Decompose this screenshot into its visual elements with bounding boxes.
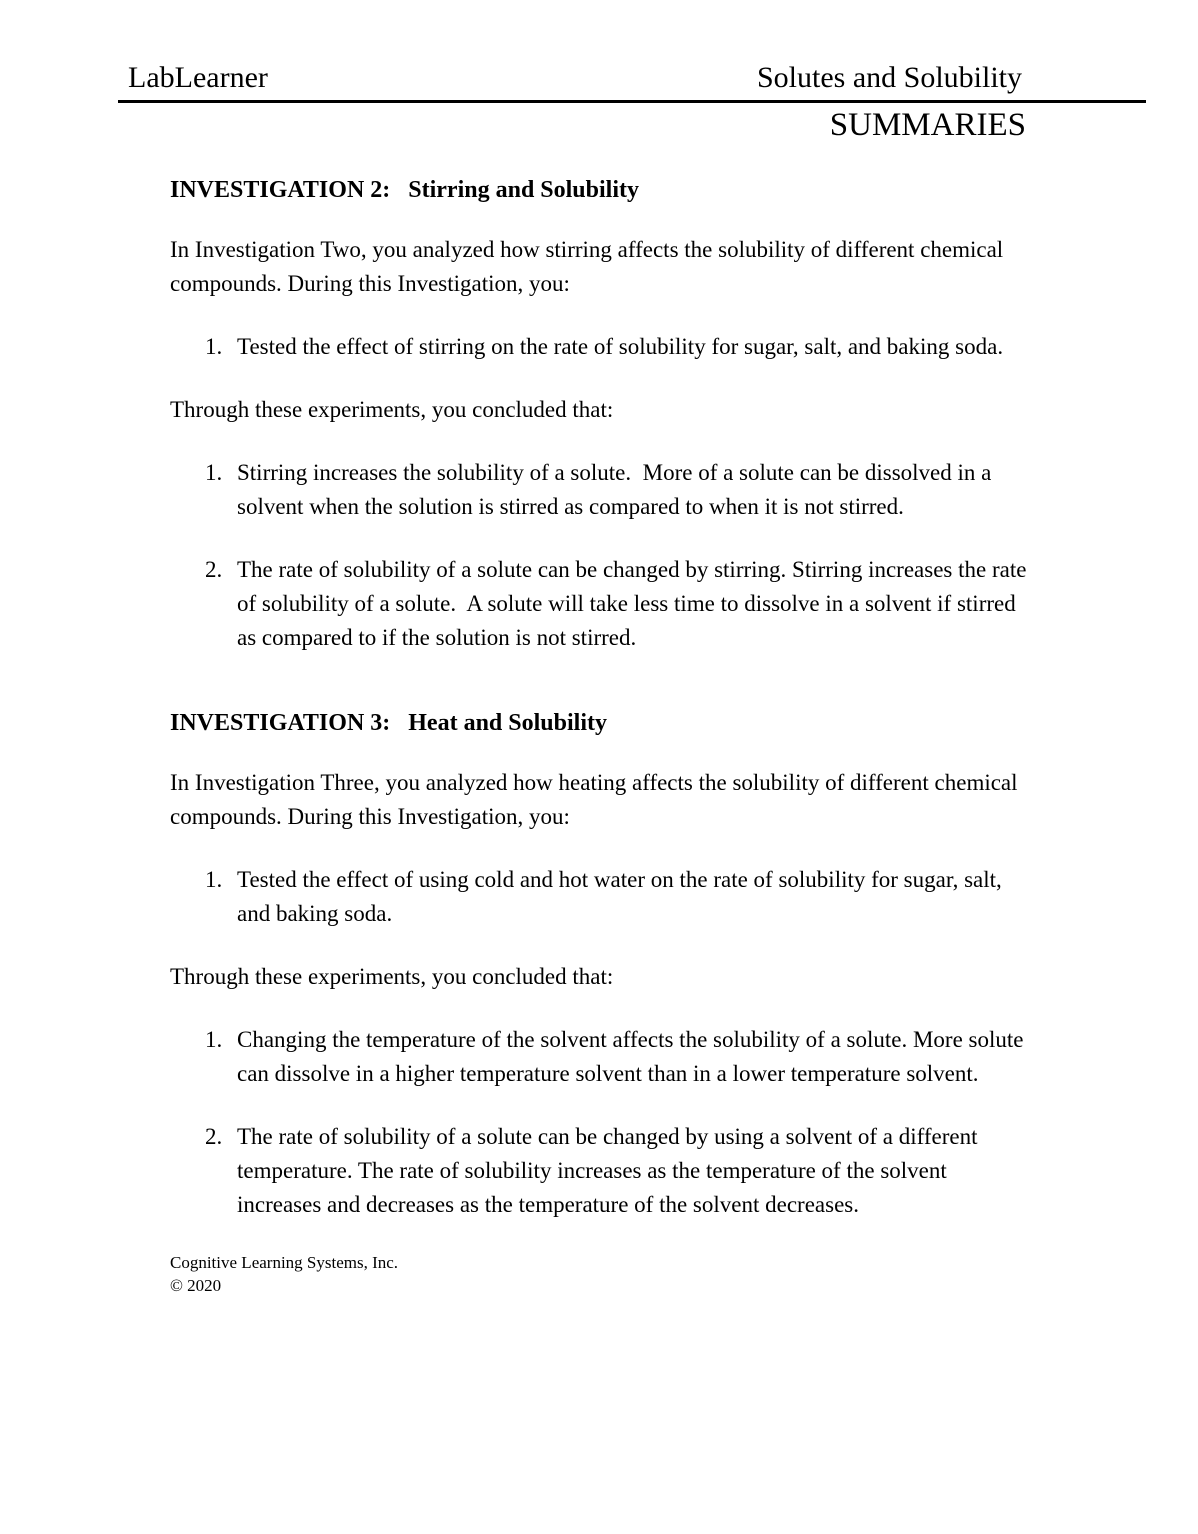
page-header [0,60,1198,145]
section-heading [170,706,1033,740]
page-subtitle: SUMMARIES [829,107,1026,143]
header-row [128,60,1022,96]
list-item-number: 2. [205,1124,223,1149]
list-item-text: The rate of solubility of a solute can be changed by using a solvent of a different temperature. The rate of solubility increases as the temperature of the solvent increases and decreases as the temperature of the solvent decreases. [237,1124,984,1217]
section-heading [170,173,1033,207]
conclusions-list [205,1023,1033,1222]
conclusions-list [205,456,1033,655]
section-heading-label: INVESTIGATION 2: [170,177,391,203]
list-item-number: 1. [205,867,223,892]
section-intro: In Investigation Two, you analyzed how stirring affects the solubility of different chemical compounds. During this Investigation, you: [170,237,1009,296]
section-heading-title: Stirring and Solubility [408,177,639,203]
list-item-text: Tested the effect of stirring on the rate of solubility for sugar, salt, and baking soda. [237,334,1004,359]
list-item-text: The rate of solubility of a solute can be changed by stirring. Stirring increases the rate of solubility of a solute. A solute will take less time to dissolve in a solvent if stirred as compared to if the solution is not stirred. [237,557,1033,650]
activities-list [205,330,1033,364]
page-footer [170,1251,1198,1297]
list-item-number: 2. [205,557,223,582]
list-item-text: Tested the effect of using cold and hot water on the rate of solubility for sugar, salt, and baking soda. [237,867,1008,926]
conclusion-intro: Through these experiments, you concluded that: [170,964,614,989]
list-item [205,553,1033,655]
list-item-text: Changing the temperature of the solvent affects the solubility of a solute. More solute can dissolve in a higher temperature solvent than in a lower temperature solvent. [237,1027,1030,1086]
list-item-text: Stirring increases the solubility of a solute. More of a solute can be dissolved in a solvent when the solution is stirred as compared to when it is not stirred. [237,460,998,519]
conclusion-intro: Through these experiments, you concluded that: [170,397,614,422]
brand-name: LabLearner [128,61,268,94]
footer-copyright: © 2020 [170,1276,222,1295]
document-body [170,173,1033,1222]
section-heading-label: INVESTIGATION 3: [170,710,391,736]
section-investigation-2 [170,173,1033,655]
list-item-number: 1. [205,334,223,359]
activities-list [205,863,1033,931]
list-item [205,456,1033,524]
section-intro: In Investigation Three, you analyzed how heating affects the solubility of different chemical compounds. During this Investigation, you: [170,770,1024,829]
list-item [205,1120,1033,1222]
list-item [205,863,1033,931]
list-item-number: 1. [205,460,223,485]
header-divider [118,100,1146,103]
section-heading-title: Heat and Solubility [408,710,607,736]
list-item [205,330,1033,364]
list-item-number: 1. [205,1027,223,1052]
section-investigation-3 [170,684,1033,1222]
list-item [205,1023,1033,1091]
footer-company: Cognitive Learning Systems, Inc. [170,1253,399,1272]
document-title: Solutes and Solubility [756,61,1022,94]
